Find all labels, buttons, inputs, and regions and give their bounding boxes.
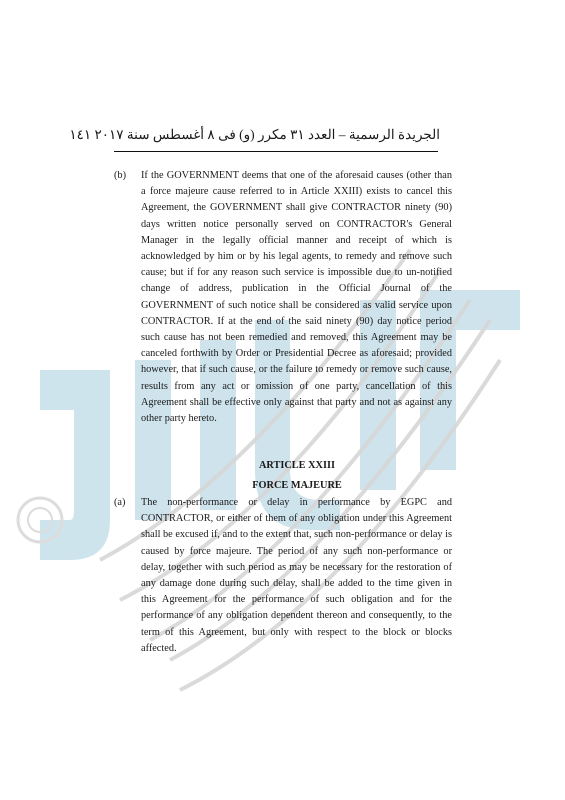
paragraph-a-text: The non-performance or delay in performance by EGPC and CONTRACTOR, or either of them of any obligation under this Agreement shall be excused if, and to the extent that, such non-performance or delay is caused by force majeure. The period of any such non-performance or delay, together with such period as may be necessary for the restoration of any damage done during such delay, shall be added to the time given in this Agreement for the performance of such obligation and for the performance of any obligation dependent thereon and consequently, to the term of this Agreement, but only with respect to the block or blocks affected. <box>141 497 452 654</box>
paragraph-a <box>114 495 452 671</box>
paragraph-b-text: If the GOVERNMENT deems that one of the aforesaid causes (other than a force majeure cause referred to in Article XXIII) exists to cancel this Agreement, the GOVERNMENT shall give CONTRACTOR ninety (90) days written notice personally served on CONTRACTOR's General Manager in the legally official manner and receipt of which is acknowledged by him or by his legal agents, to remedy and remove such cause; but if for any reason such service is impossible due to un-notified change of address, publication in the Official Journal of the GOVERNMENT of such notice shall be considered as valid service upon CONTRACTOR. If at the end of the said ninety (90) day notice period such cause has not been remedied and removed, this Agreement may be canceled forthwith by Order or Presidential Decree as aforesaid; provided however, that if such cause, or the failure to remedy or remove such cause, results from any act or omission of one party, cancellation of this Agreement shall be effective only against that party and not as against any other party hereto. <box>141 170 452 425</box>
paragraph-marker-a: (a) <box>114 497 126 508</box>
running-head: الجريدة الرسمية – العدد ٣١ مكرر (و) فى ٨ أغسطس سنة ٢٠١٧ ١٤١ <box>69 127 440 142</box>
article-heading: ARTICLE XXIII <box>258 460 336 471</box>
section-heading: FORCE MAJEURE <box>252 480 342 491</box>
header-divider <box>114 151 438 152</box>
paragraph-b <box>114 168 452 460</box>
paragraph-marker-b: (b) <box>114 170 127 181</box>
